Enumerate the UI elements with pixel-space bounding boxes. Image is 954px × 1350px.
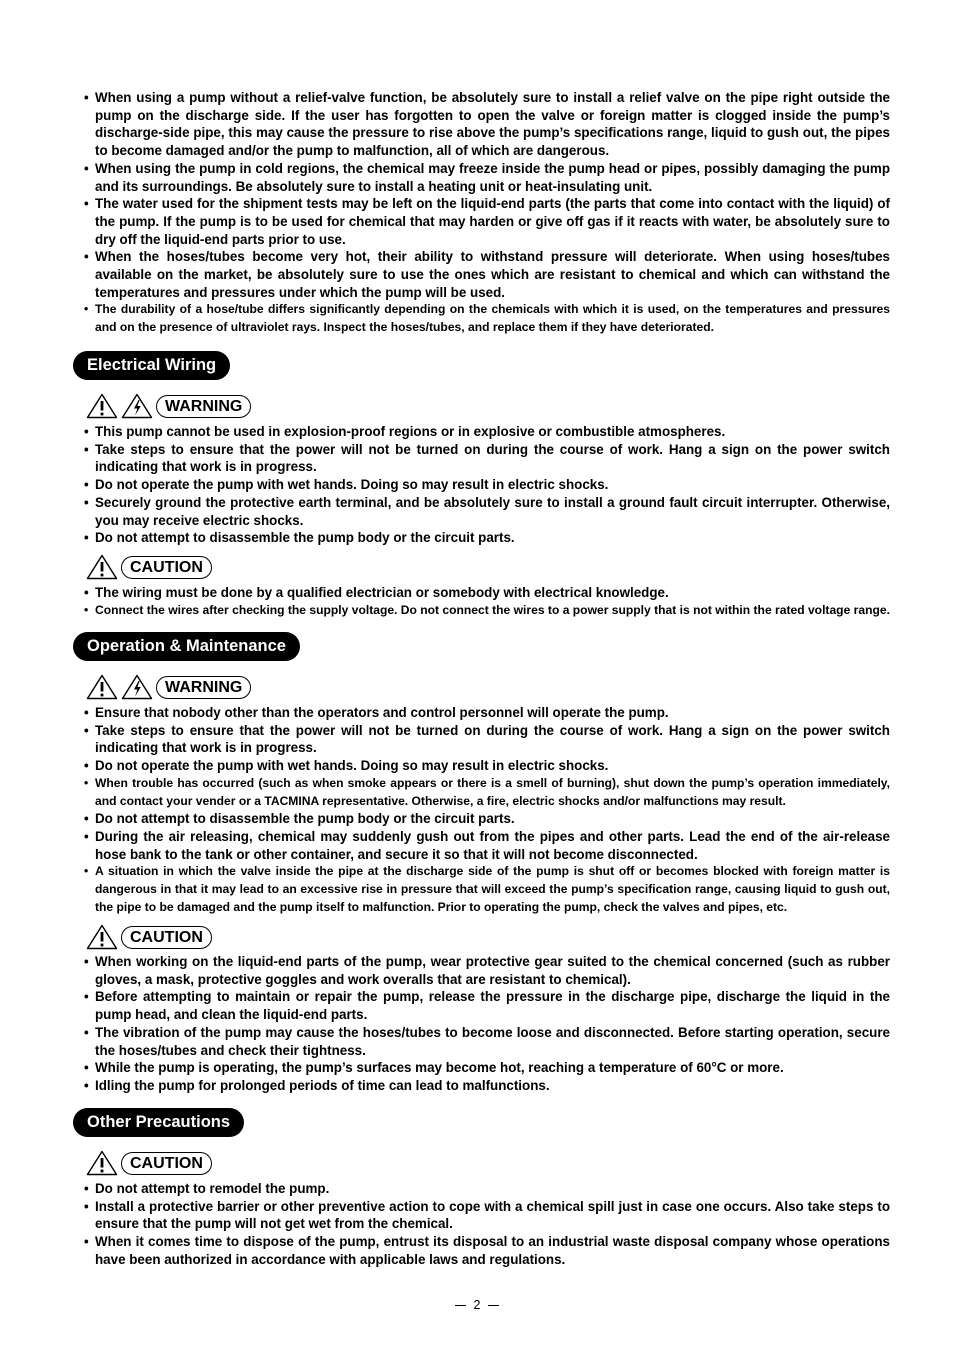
caution-signal: [86, 554, 212, 580]
list-item: • The vibration of the pump may cause the hoses/tubes to become loose and disconnected. Before starting operation, secure the hoses/tubes and check their tightness.: [84, 1024, 890, 1059]
list-item: • Take steps to ensure that the power will not be turned on during the course of work. Hang a sign on the power switch indicating that work is in progress.: [84, 441, 890, 476]
caution-triangle-icon: [86, 554, 118, 580]
electric-shock-icon: [121, 674, 153, 700]
list-item: • The durability of a hose/tube differs significantly depending on the chemicals with which it is used, on the temperatures and pressures and on the presence of ultraviolet rays. Inspect the hoses/tubes, and replace them if they have deteriorated.: [84, 301, 890, 336]
list-item: • Install a protective barrier or other preventive action to cope with a chemical spill just in case one occurs. Also take steps to ensure that the pump will not get wet from the chemical.: [84, 1198, 890, 1233]
caution-badge: CAUTION: [121, 556, 212, 579]
caution-badge: CAUTION: [121, 926, 212, 949]
list-item: • A situation in which the valve inside the pipe at the discharge side of the pump is shut off or becomes blocked with foreign matter is dangerous in that it may lead to an excessive rise in pressure that will exceed the pump’s specification range, causing liquid to gush out, the pipe to be damaged and the pump itself to malfunction. Prior to operating the pump, check the valves and pipes, etc.: [84, 863, 890, 916]
list-item: • The water used for the shipment tests may be left on the liquid-end parts (the parts that come into contact with the liquid) of the pump. If the pump is to be used for chemical that may harden or give off gas if it reacts with water, be absolutely sure to dry off the liquid-end parts prior to use.: [84, 195, 890, 248]
warning-signal: [86, 674, 251, 700]
list-item: • Do not attempt to disassemble the pump body or the circuit parts.: [84, 810, 890, 828]
caution-badge: CAUTION: [121, 1152, 212, 1175]
list-item: • When using a pump without a relief-valve function, be absolutely sure to install a relief valve on the pipe right outside the pump on the discharge side. If the user has forgotten to open the valve or foreign matter is clogged inside the pump’s discharge-side pipe, this may cause the pressure to rise above the pump’s specifications range, liquid to gush out, the pipes to become damaged and/or the pump to malfunction, all of which are dangerous.: [84, 89, 890, 160]
other-caution-list: [84, 1180, 890, 1269]
section-header-other-precautions: Other Precautions: [73, 1108, 244, 1137]
caution-signal: [86, 924, 212, 950]
section-header-operation-maintenance: Operation & Maintenance: [73, 632, 300, 661]
warning-badge: WARNING: [156, 395, 251, 418]
caution-triangle-icon: [86, 1150, 118, 1176]
electrical-caution-list: [84, 584, 890, 619]
list-item: • Do not operate the pump with wet hands. Doing so may result in electric shocks.: [84, 476, 890, 494]
warning-badge: WARNING: [156, 676, 251, 699]
list-item: • Securely ground the protective earth terminal, and be absolutely sure to install a ground fault circuit interrupter. Otherwise, you may receive electric shocks.: [84, 494, 890, 529]
page-number-dash-left: [455, 1305, 466, 1306]
list-item: • When the hoses/tubes become very hot, their ability to withstand pressure will deteriorate. When using hoses/tubes available on the market, be absolutely sure to use the ones which are resistant to chemical and which can withstand the temperatures and pressures under which the pump will be used.: [84, 248, 890, 301]
page-number-dash-right: [488, 1305, 499, 1306]
operation-caution-list: [84, 953, 890, 1095]
list-item: • Connect the wires after checking the supply voltage. Do not connect the wires to a power supply that is not within the rated voltage range.: [84, 602, 890, 620]
list-item: • Do not attempt to remodel the pump.: [84, 1180, 890, 1198]
list-item: • When trouble has occurred (such as when smoke appears or there is a smell of burning), shut down the pump’s operation immediately, and contact your vender or a TACMINA representative. Otherwise, a fire, electric shocks and/or malfunctions may result.: [84, 775, 890, 810]
section-header-electrical-wiring: Electrical Wiring: [73, 351, 230, 380]
caution-signal: [86, 1150, 212, 1176]
caution-triangle-icon: [86, 924, 118, 950]
list-item: • Take steps to ensure that the power will not be turned on during the course of work. Hang a sign on the power switch indicating that work is in progress.: [84, 722, 890, 757]
list-item: • Do not operate the pump with wet hands. Doing so may result in electric shocks.: [84, 757, 890, 775]
electric-shock-icon: [121, 393, 153, 419]
list-item: • Before attempting to maintain or repair the pump, release the pressure in the discharge pipe, discharge the liquid in the pump head, and clean the liquid-end parts.: [84, 988, 890, 1023]
list-item: • Do not attempt to disassemble the pump body or the circuit parts.: [84, 529, 890, 547]
caution-triangle-icon: [86, 393, 118, 419]
caution-triangle-icon: [86, 674, 118, 700]
list-item: • The wiring must be done by a qualified electrician or somebody with electrical knowledge.: [84, 584, 890, 602]
list-item: • Idling the pump for prolonged periods of time can lead to malfunctions.: [84, 1077, 890, 1095]
list-item: • When using the pump in cold regions, the chemical may freeze inside the pump head or pipes, possibly damaging the pump and its surroundings. Be absolutely sure to install a heating unit or heat-insulating unit.: [84, 160, 890, 195]
page-number: [0, 1298, 954, 1312]
electrical-warning-list: [84, 423, 890, 547]
warning-signal: [86, 393, 251, 419]
list-item: • When working on the liquid-end parts of the pump, wear protective gear suited to the chemical concerned (such as rubber gloves, a mask, protective goggles and work overalls that are resistant to chemical).: [84, 953, 890, 988]
list-item: • While the pump is operating, the pump’s surfaces may become hot, reaching a temperature of 60°C or more.: [84, 1059, 890, 1077]
list-item: • During the air releasing, chemical may suddenly gush out from the pipes and other parts. Lead the end of the air-release hose bank to the tank or other container, and secure it so that it will not become disconnected.: [84, 828, 890, 863]
page-number-text: 2: [473, 1298, 481, 1312]
list-item: • This pump cannot be used in explosion-proof regions or in explosive or combustible atmospheres.: [84, 423, 890, 441]
intro-bullet-list: [84, 89, 890, 337]
list-item: • When it comes time to dispose of the pump, entrust its disposal to an industrial waste disposal company whose operations have been authorized in accordance with applicable laws and regulations.: [84, 1233, 890, 1268]
list-item: • Ensure that nobody other than the operators and control personnel will operate the pump.: [84, 704, 890, 722]
operation-warning-list: [84, 704, 890, 916]
